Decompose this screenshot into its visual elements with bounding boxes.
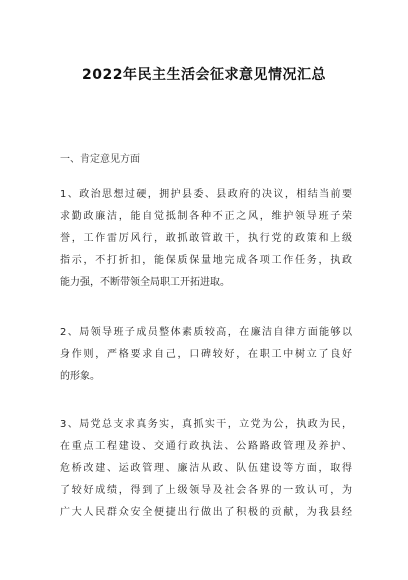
paragraph-line: 2、局领导班子成员整体素质较高，在廉洁自律方面能够以: [60, 327, 352, 338]
paragraph-line: 在重点工程建设、交通行政执法、公路路政管理及养护、: [60, 441, 352, 452]
paragraph-line: 1、政治思想过硬，拥护县委、县政府的决议，相结当前要: [60, 189, 352, 200]
paragraph-line: 危桥改建、运政管理、廉洁从政、队伍建设等方面，取得: [60, 463, 352, 474]
paragraph-line: 求勤政廉洁，能自觉抵制各种不正之风，维护领导班子荣: [60, 211, 352, 222]
paragraph-line: 身作则，严格要求自己，口碑较好，在职工中树立了良好: [60, 349, 352, 360]
paragraph-line: 的形象。: [60, 371, 100, 382]
paragraph-3: [60, 414, 352, 524]
paragraph-2: [60, 322, 352, 388]
paragraph-line: 誉，工作雷厉风行，敢抓敢管敢干，执行党的政策和上级: [60, 233, 352, 244]
paragraph-line: 指示，不打折扣，能保质保量地完成各项工作任务，执政: [60, 255, 352, 266]
paragraph-line: 能力强，不断带领全局职工开拓进取。: [60, 277, 230, 288]
paragraph-line: 广大人民群众安全便捷出行做出了积极的贡献，为我县经: [60, 507, 352, 518]
document-title: 2022年民主生活会征求意见情况汇总: [82, 67, 326, 83]
paragraph-line: 了较好成绩，得到了上级领导及社会各界的一致认可，为: [60, 485, 352, 496]
paragraph-1: [60, 184, 352, 294]
section-heading: 一、肯定意见方面: [60, 154, 140, 165]
paragraph-line: 3、局党总支求真务实，真抓实干，立党为公，执政为民，: [60, 419, 352, 430]
